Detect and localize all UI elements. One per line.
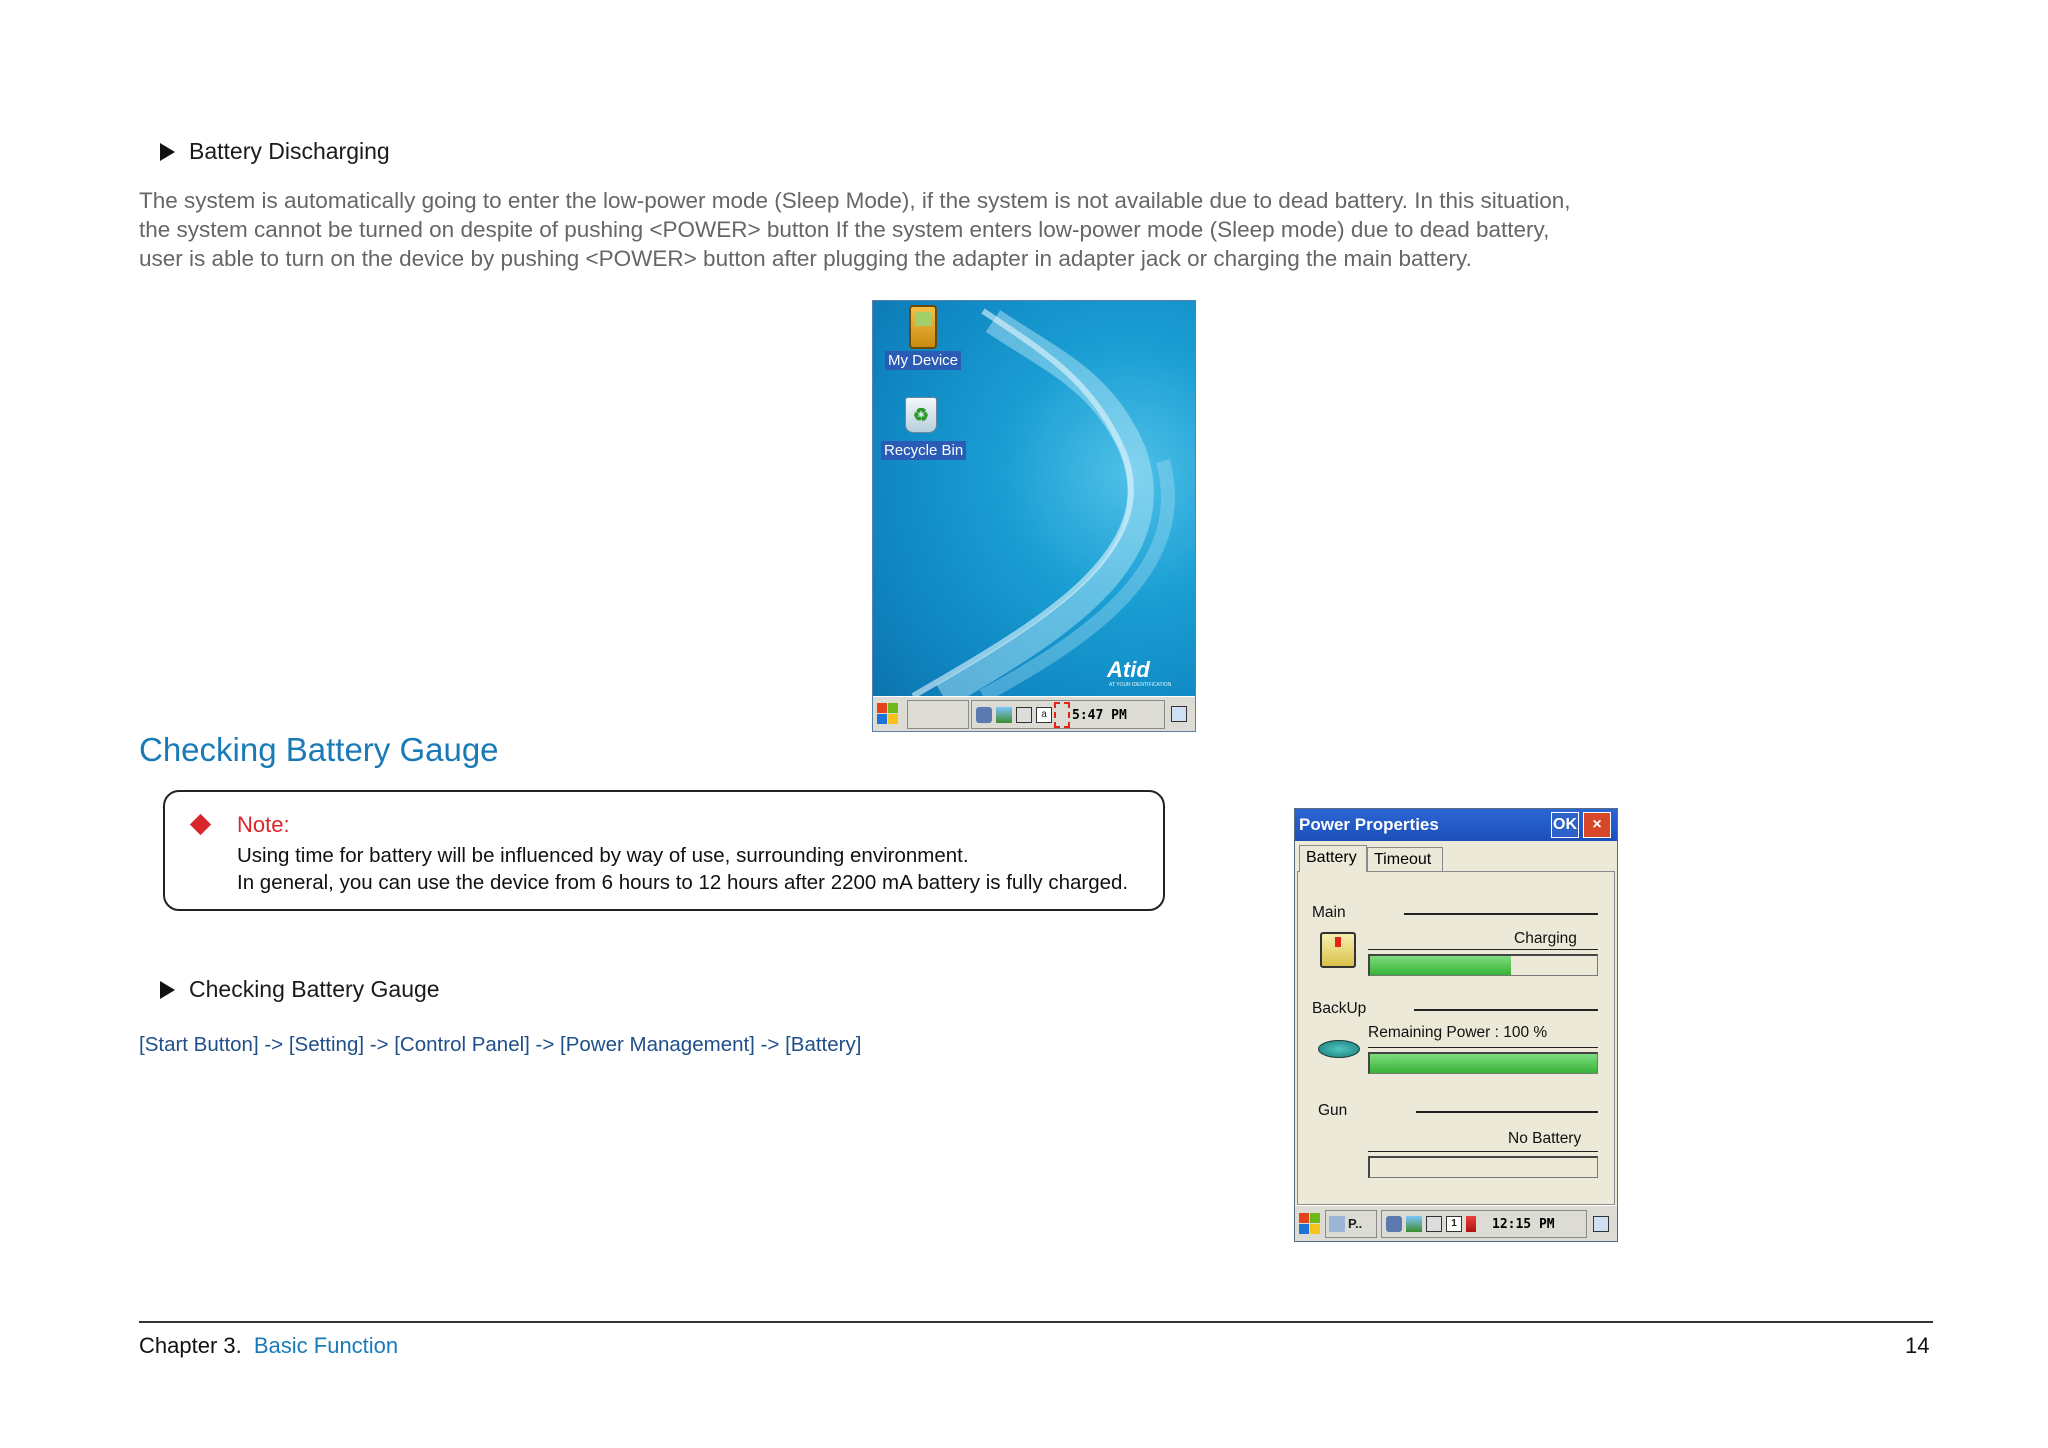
gun-battery-gauge xyxy=(1368,1156,1598,1178)
main-battery-fill xyxy=(1370,956,1511,975)
note-line: In general, you can use the device from 6 hours to 12 hours after 2200 mA battery is fully charged. xyxy=(237,871,1129,894)
section-title-checking-battery-gauge: Checking Battery Gauge xyxy=(139,731,499,768)
paragraph-line: user is able to turn on the device by pushing <POWER> button after plugging the adapter in adapter jack or charging the main battery. xyxy=(139,246,1472,271)
note-line: Using time for battery will be influenced by way of use, surrounding environment. xyxy=(237,844,969,867)
backup-status-separator xyxy=(1368,1047,1598,1048)
battery-status-icon[interactable] xyxy=(1466,1216,1476,1232)
backup-label: BackUp xyxy=(1312,1000,1367,1017)
chapter-number: Chapter 3. xyxy=(139,1333,242,1358)
note-title: Note: xyxy=(237,812,290,837)
section-heading-battery-discharging xyxy=(160,138,390,165)
main-separator xyxy=(1404,913,1598,915)
windows-start-icon[interactable] xyxy=(877,703,899,725)
network-icon[interactable] xyxy=(1386,1216,1402,1232)
main-label: Main xyxy=(1312,904,1346,921)
gun-separator xyxy=(1416,1111,1598,1113)
taskbar-empty-slot xyxy=(907,700,969,729)
backup-separator xyxy=(1414,1009,1598,1011)
wireless-icon[interactable] xyxy=(996,707,1012,723)
desktop-screenshot xyxy=(872,300,1196,732)
window-taskbar xyxy=(1295,1205,1617,1242)
system-tray xyxy=(971,700,1165,729)
backup-battery-fill xyxy=(1370,1054,1597,1073)
recycle-bin-label[interactable]: Recycle Bin xyxy=(881,441,966,460)
main-status: Charging xyxy=(1514,930,1577,947)
paragraph-line: the system cannot be turned on despite of pushing <POWER> button If the system enters low-power mode (Sleep mode) due to dead battery, xyxy=(139,217,1550,242)
gun-status-separator xyxy=(1368,1151,1598,1152)
gun-status: No Battery xyxy=(1508,1130,1582,1147)
backup-battery-icon xyxy=(1318,1040,1360,1058)
network-icon[interactable] xyxy=(976,707,992,723)
taskbar xyxy=(873,696,1195,732)
page-number: 14 xyxy=(1905,1333,1930,1358)
windows-start-icon[interactable] xyxy=(1299,1213,1321,1235)
triangle-bullet-icon xyxy=(160,981,175,999)
power-properties-window xyxy=(1294,808,1618,1242)
recycle-bin-icon[interactable]: ♻ xyxy=(905,397,937,433)
taskbar-clock[interactable]: 12:15 PM xyxy=(1492,1217,1555,1232)
pda-icon[interactable] xyxy=(909,305,937,349)
battery-charging-icon xyxy=(1320,932,1356,968)
ok-button[interactable]: OK xyxy=(1551,812,1579,838)
keyboard-icon[interactable] xyxy=(1016,707,1032,723)
tab-label: Timeout xyxy=(1374,851,1432,868)
tab-label: Battery xyxy=(1306,849,1357,866)
atid-logo-tagline: AT YOUR IDENTIFICATION xyxy=(1109,682,1172,688)
discharging-paragraph xyxy=(139,186,1571,273)
note-box xyxy=(163,790,1165,911)
battery-low-icon[interactable] xyxy=(1054,702,1070,728)
atid-logo: Atid xyxy=(1107,657,1150,682)
footer-rule xyxy=(139,1321,1933,1323)
window-titlebar xyxy=(1295,809,1617,841)
input-mode-icon[interactable]: a xyxy=(1036,707,1052,723)
backup-battery-gauge xyxy=(1368,1052,1598,1074)
footer-chapter xyxy=(139,1333,398,1359)
main-status-separator xyxy=(1368,949,1598,950)
diamond-bullet-icon xyxy=(190,814,211,835)
heading-text: Battery Discharging xyxy=(189,138,390,164)
input-mode-icon[interactable]: 1 xyxy=(1446,1216,1462,1232)
my-device-label[interactable]: My Device xyxy=(885,351,961,370)
main-battery-gauge xyxy=(1368,954,1598,976)
backup-status: Remaining Power : 100 % xyxy=(1368,1024,1548,1041)
tab-battery[interactable] xyxy=(1299,845,1367,872)
keyboard-icon[interactable] xyxy=(1426,1216,1442,1232)
window-title: Power Properties xyxy=(1299,815,1439,834)
navigation-path: [Start Button] -> [Setting] -> [Control Panel] -> [Power Management] -> [Battery] xyxy=(139,1033,862,1056)
gun-label: Gun xyxy=(1318,1102,1348,1119)
section-heading-checking-battery-gauge xyxy=(160,976,440,1003)
power-app-icon xyxy=(1329,1216,1345,1232)
task-label: P.. xyxy=(1348,1216,1363,1231)
system-tray xyxy=(1381,1210,1587,1238)
desktop-toggle-icon[interactable] xyxy=(1171,706,1187,722)
paragraph-line: The system is automatically going to enter the low-power mode (Sleep Mode), if the system is not available due to dead battery. In this situation, xyxy=(139,188,1571,213)
heading-text: Checking Battery Gauge xyxy=(189,976,440,1002)
wireless-icon[interactable] xyxy=(1406,1216,1422,1232)
desktop-toggle-icon[interactable] xyxy=(1593,1216,1609,1232)
taskbar-clock[interactable]: 5:47 PM xyxy=(1072,708,1127,723)
battery-panel xyxy=(1297,871,1615,1205)
taskbar-task-button[interactable] xyxy=(1325,1210,1377,1238)
triangle-bullet-icon xyxy=(160,143,175,161)
close-button[interactable]: × xyxy=(1583,812,1611,838)
tab-timeout[interactable] xyxy=(1367,847,1443,872)
chapter-name: Basic Function xyxy=(253,1333,399,1358)
